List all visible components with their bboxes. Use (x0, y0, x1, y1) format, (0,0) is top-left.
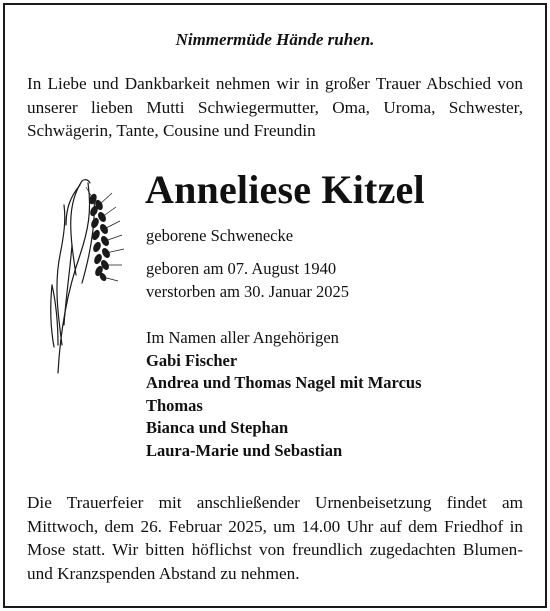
grass-ear-icon (36, 175, 132, 375)
deceased-name: Anneliese Kitzel (145, 167, 425, 212)
life-dates (146, 258, 349, 303)
family-intro: Im Namen aller Angehörigen (146, 328, 339, 347)
mourners-block (146, 327, 422, 462)
mourner-name: Thomas (146, 395, 203, 415)
mourner-name: Gabi Fischer (146, 350, 238, 370)
mourner-name: Andrea und Thomas Nagel mit Marcus (146, 373, 422, 392)
funeral-details: Die Trauerfeier mit anschließender Urnenbeisetzung findet am Mittwoch, dem 26. Februar 2025, um 14.00 Uhr auf dem Friedhof in Mose statt. Wir bitten höflichst von freundlich zugedachten Blumen- und Kranzspenden Abstand zu nehmen. (27, 493, 523, 583)
birth-name: geborene Schwenecke (146, 226, 294, 245)
mourner-name: Laura-Marie und Sebastian (146, 440, 343, 460)
birth-date: geboren am 07. August 1940 (146, 259, 337, 278)
death-date: verstorben am 30. Januar 2025 (146, 281, 349, 301)
motto: Nimmermüde Hände ruhen. (175, 30, 375, 49)
intro-text: In Liebe und Dankbarkeit nehmen wir in großer Trauer Abschied von unserer lieben Mutti Schwiegermutter, Oma, Uroma, Schwester, Schwägerin, Tante, Cousine und Freundin (27, 74, 523, 140)
mourner-name: Bianca und Stephan (146, 418, 289, 437)
